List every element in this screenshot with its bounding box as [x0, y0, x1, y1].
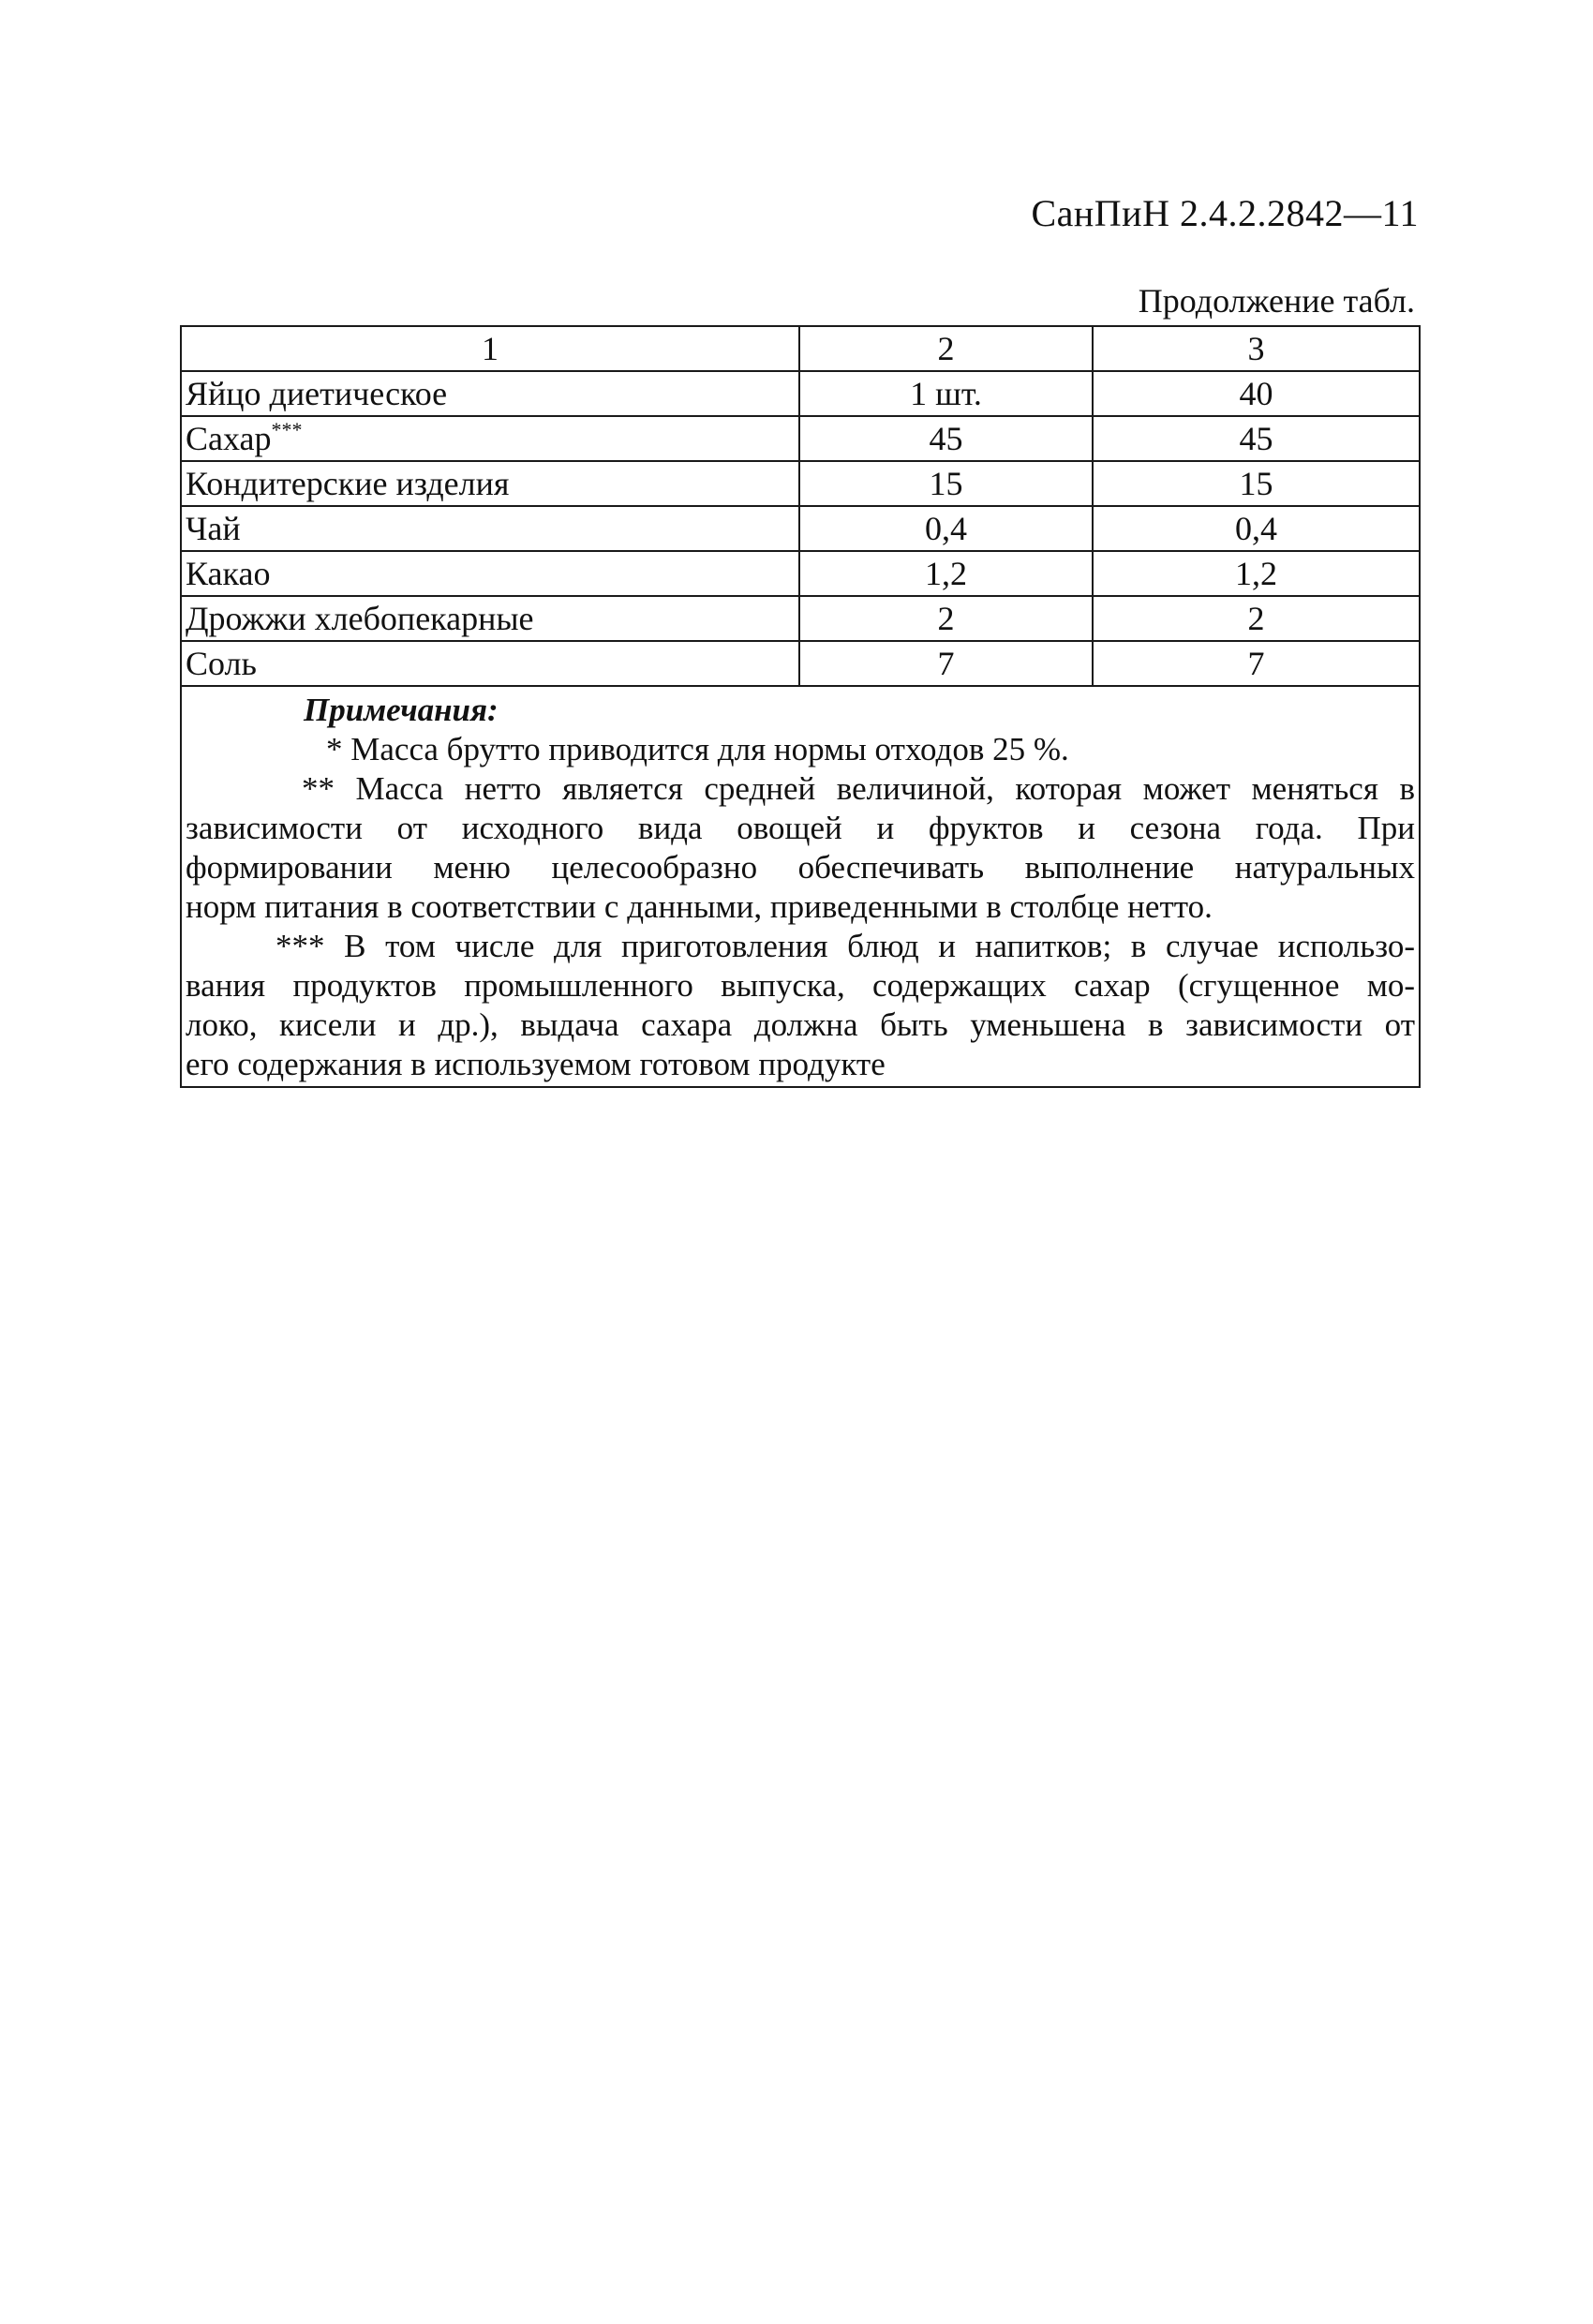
table-row: [181, 506, 1420, 551]
table-row: [181, 641, 1420, 686]
product-name-cell: [181, 416, 799, 461]
product-name: Чай: [186, 510, 241, 547]
gross-cell: 2: [799, 596, 1093, 641]
product-name-cell: [181, 641, 799, 686]
table-row: [181, 551, 1420, 596]
table-row: [181, 461, 1420, 506]
note-net-mass-line: зависимости от исходного вида овощей и фруктов и сезона года. При: [186, 810, 1415, 846]
document-code: СанПиН 2.4.2.2842—11: [1031, 192, 1419, 234]
note-net-mass-line: норм питания в соответствии с данными, приведенными в столбце нетто.: [186, 888, 1213, 925]
net-cell: 40: [1093, 371, 1420, 416]
product-name: Яйцо диетическое: [186, 375, 448, 412]
gross-cell: 45: [799, 416, 1093, 461]
gross-cell: 1 шт.: [799, 371, 1093, 416]
notes-row: [181, 686, 1420, 1087]
net-cell: 2: [1093, 596, 1420, 641]
product-name-cell: [181, 551, 799, 596]
footnote-mark: ***: [271, 418, 303, 441]
product-name: Кондитерские изделия: [186, 465, 510, 502]
food-norms-table: [180, 325, 1421, 1088]
net-cell: 7: [1093, 641, 1420, 686]
product-name: Соль: [186, 645, 257, 682]
net-cell: 45: [1093, 416, 1420, 461]
gross-cell: 15: [799, 461, 1093, 506]
product-name-cell: [181, 596, 799, 641]
column-header: 2: [799, 326, 1093, 371]
note-sugar-line: *** В том числе для приготовления блюд и напитков; в случае использо-: [275, 928, 1415, 964]
product-name: Какао: [186, 555, 271, 592]
note-sugar-line: вания продуктов промышленного выпуска, содержащих сахар (сгущенное мо-: [186, 967, 1415, 1004]
product-name-cell: [181, 461, 799, 506]
table-header-row: [181, 326, 1420, 371]
gross-cell: 1,2: [799, 551, 1093, 596]
product-name-cell: [181, 506, 799, 551]
column-header: 1: [181, 326, 799, 371]
notes-cell: [181, 686, 1420, 1087]
table-row: [181, 416, 1420, 461]
product-name: Дрожжи хлебопекарные: [186, 600, 534, 637]
column-header: 3: [1093, 326, 1420, 371]
notes-title: Примечания:: [304, 692, 499, 728]
note-gross-mass: * Масса брутто приводится для нормы отходов 25 %.: [326, 731, 1069, 767]
table-row: [181, 596, 1420, 641]
table-row: [181, 371, 1420, 416]
product-name: Сахар: [186, 420, 272, 457]
note-net-mass-line: формировании меню целесообразно обеспечивать выполнение натуральных: [186, 849, 1415, 886]
note-net-mass-line: ** Масса нетто является средней величиной, которая может меняться в: [302, 770, 1415, 807]
note-sugar-line: его содержания в используемом готовом продукте: [186, 1046, 886, 1082]
gross-cell: 0,4: [799, 506, 1093, 551]
net-cell: 15: [1093, 461, 1420, 506]
gross-cell: 7: [799, 641, 1093, 686]
net-cell: 0,4: [1093, 506, 1420, 551]
table-continuation-label: Продолжение табл.: [1138, 282, 1415, 320]
net-cell: 1,2: [1093, 551, 1420, 596]
note-sugar-line: локо, кисели и др.), выдача сахара должна быть уменьшена в зависимости от: [186, 1006, 1415, 1043]
product-name-cell: [181, 371, 799, 416]
